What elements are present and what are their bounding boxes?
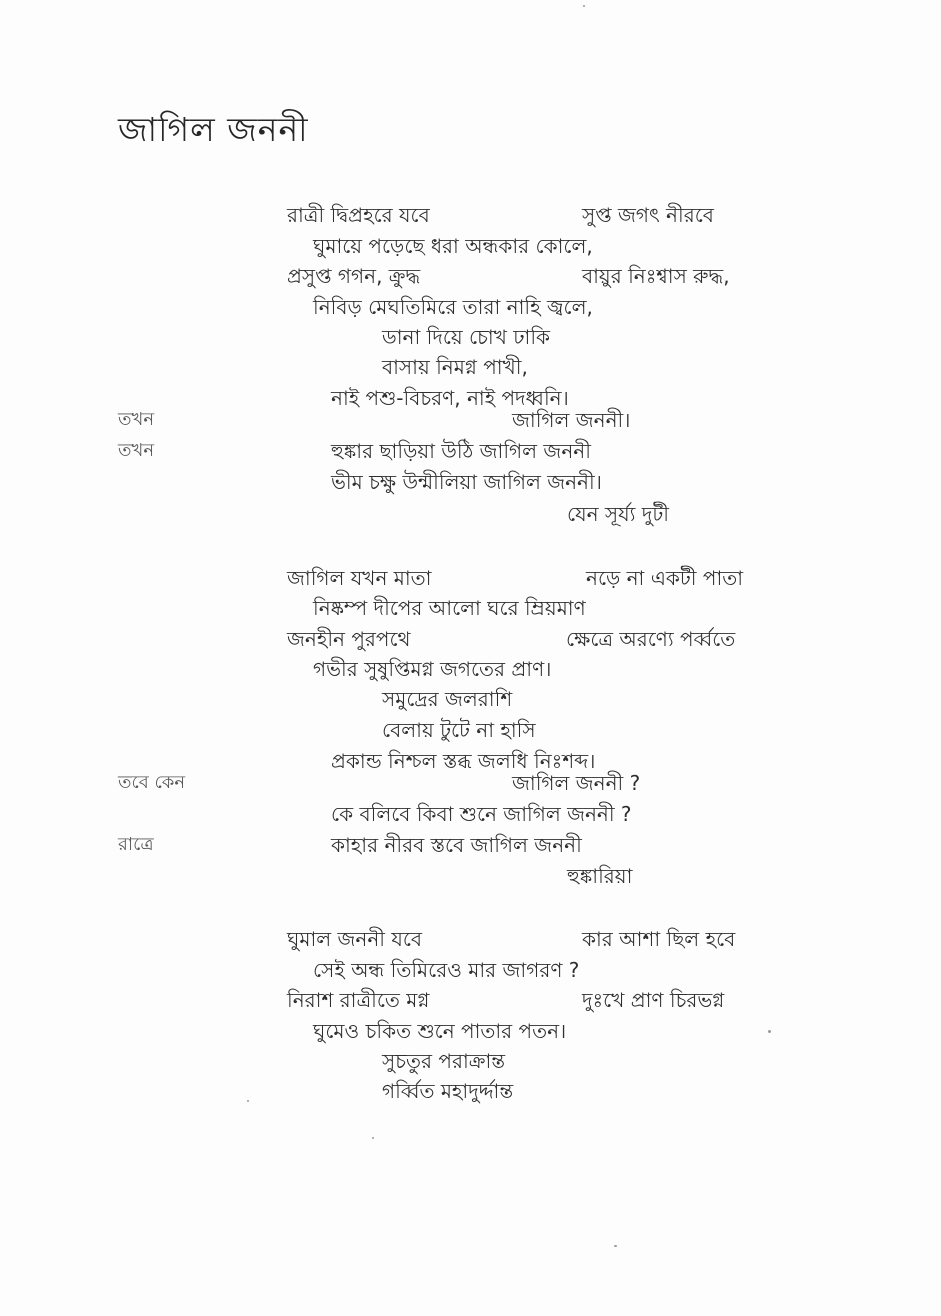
poem-line: জনহীন পুরপথে <box>287 627 411 651</box>
poem-line-second-half: বায়ুর নিঃশ্বাস রুদ্ধ, <box>582 264 730 288</box>
poem-line-second-half: সুপ্ত জগৎ নীরবে <box>582 203 714 227</box>
margin-cue: তখন <box>118 409 155 430</box>
poem-line: ডানা দিয়ে চোখ ঢাকি <box>382 325 551 349</box>
poem-line: হুঙ্কার ছাড়িয়া উঠি জাগিল জননী <box>331 439 591 463</box>
poem-line: নিবিড় মেঘতিমিরে তারা নাহি জ্বলে, <box>313 295 593 319</box>
margin-cue: রাত্রে <box>118 834 154 855</box>
poem-line: নিরাশ রাত্রীতে মগ্ন <box>287 988 430 1012</box>
scan-speck <box>768 1030 771 1033</box>
poem-line-second-half: নড়ে না একটী পাতা <box>586 566 744 590</box>
scan-speck <box>372 1137 374 1139</box>
poem-line: সুচতুর পরাক্রান্ত <box>382 1049 506 1073</box>
poem-line: বেলায় টুটে না হাসি <box>382 718 536 742</box>
poem-line: সমুদ্রের জলরাশি <box>382 687 513 711</box>
poem-line: জাগিল জননী ? <box>512 771 641 795</box>
poem-line: যেন সূর্য্য দুটী <box>567 502 669 526</box>
poem-line: প্রকান্ড নিশ্চল স্তব্ধ জলধি নিঃশব্দ। <box>331 749 596 773</box>
poem-line: ঘুমেও চকিত শুনে পাতার পতন। <box>313 1019 567 1043</box>
poem-line: জাগিল যখন মাতা <box>287 566 432 590</box>
scan-speck <box>614 1245 617 1247</box>
poem-line-second-half: কার আশা ছিল হবে <box>582 927 736 951</box>
poem-line: ঘুমাল জননী যবে <box>287 927 423 951</box>
poem-line: গভীর সুষুপ্তিমগ্ন জগতের প্রাণ। <box>313 657 552 681</box>
poem-line: গর্ব্বিত মহাদুর্দ্দান্ত <box>382 1079 514 1103</box>
scan-speck <box>583 5 585 7</box>
poem-line: সেই অন্ধ তিমিরেও মার জাগরণ ? <box>313 958 580 982</box>
poem-line-second-half: ক্ষেত্রে অরণ্যে পর্ব্বতে <box>566 627 736 651</box>
poem-line: হুঙ্কারিয়া <box>567 864 633 888</box>
poem-line: প্রসুপ্ত গগন, ক্রুদ্ধ <box>287 264 421 288</box>
poem-line: জাগিল জননী। <box>512 408 631 432</box>
poem-line: ভীম চক্ষু উন্মীলিয়া জাগিল জননী। <box>331 470 602 494</box>
poem-line: ঘুমায়ে পড়েছে ধরা অন্ধকার কোলে, <box>313 234 593 258</box>
poem-title: জাগিল জননী <box>118 110 309 149</box>
scan-speck <box>247 1100 249 1102</box>
poem-line-second-half: দুঃখে প্রাণ চিরভগ্ন <box>582 988 725 1012</box>
margin-cue: তবে কেন <box>118 772 186 793</box>
poem-line: বাসায় নিমগ্ন পাখী, <box>382 355 528 379</box>
poem-line: কাহার নীরব স্তবে জাগিল জননী <box>331 833 582 857</box>
poem-line: নাই পশু-বিচরণ, নাই পদধ্বনি। <box>331 386 569 410</box>
poem-line: নিষ্কম্প দীপের আলো ঘরে ম্রিয়মাণ <box>313 596 586 620</box>
margin-cue: তখন <box>118 440 155 461</box>
poem-line: কে বলিবে কিবা শুনে জাগিল জননী ? <box>331 802 632 826</box>
poem-line: রাত্রী দ্বিপ্রহরে যবে <box>287 203 430 227</box>
